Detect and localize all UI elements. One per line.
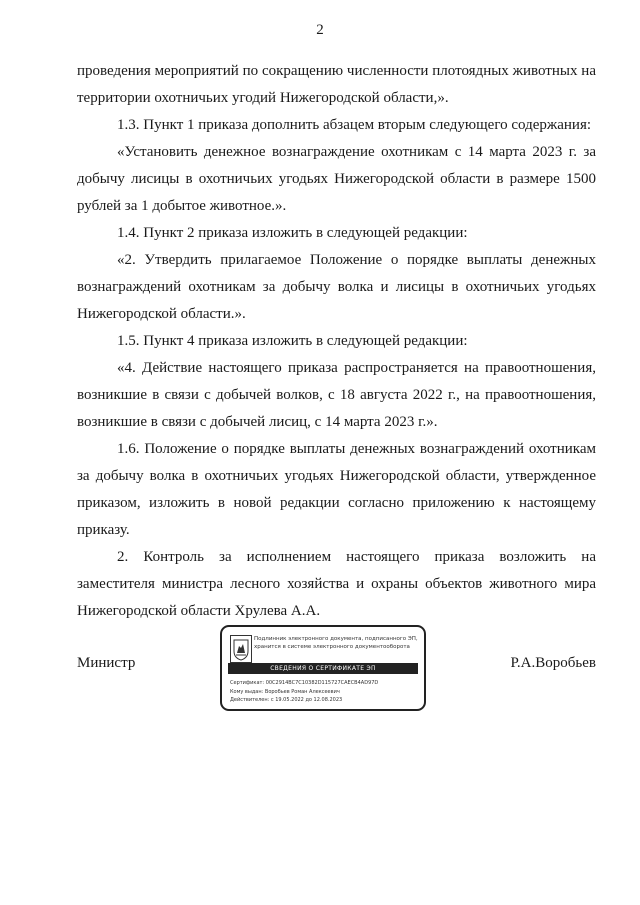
paragraph-1-5: 1.5. Пункт 4 приказа изложить в следующей редакции: [117, 333, 468, 349]
paragraph-1-3-quote: «Установить денежное вознаграждение охотникам с 14 марта 2023 г. за добычу лисицы в охотничьих угодьях Нижегородской области в размере 1500 рублей за 1 добытое животное.». [77, 144, 596, 214]
coat-of-arms-icon [230, 635, 252, 663]
paragraph-1-4: 1.4. Пункт 2 приказа изложить в следующей редакции: [117, 225, 468, 241]
paragraph-continuation: проведения мероприятий по сокращению численности плотоядных животных на территории охотничьих угодий Нижегородской области,». [77, 63, 596, 106]
stamp-header: СВЕДЕНИЯ О СЕРТИФИКАТЕ ЭП [228, 663, 418, 674]
paragraph-1-4-quote: «2. Утвердить прилагаемое Положение о порядке выплаты денежных вознаграждений охотникам за добычу волка и лисицы в охотничьих угодьях Нижегородской области.». [77, 252, 596, 322]
paragraph-1-3: 1.3. Пункт 1 приказа дополнить абзацем вторым следующего содержания: [117, 117, 592, 133]
document-body [77, 58, 596, 625]
paragraph-2: 2. Контроль за исполнением настоящего приказа возложить на заместителя министра лесного хозяйства и охраны объектов животного мира Нижегородской области Хрулева А.А. [77, 549, 596, 619]
certificate-number: Сертификат: 00C2914BC7C10382D115727CAECB4AD97D [230, 680, 379, 686]
stamp-notice: Подлинник электронного документа, подписанного ЭП, хранится в системе электронного документооборота [254, 636, 418, 650]
paragraph-1-6: 1.6. Положение о порядке выплаты денежных вознаграждений охотникам за добычу волка в охотничьих угодьях Нижегородской области, утвержденное приказом, изложить в новой редакции согласно приложению к настоящему приказу. [77, 441, 596, 538]
certificate-owner: Кому выдан: Воробьев Роман Алексеевич [230, 688, 340, 695]
paragraph-1-5-quote: «4. Действие настоящего приказа распространяется на правоотношения, возникшие в связи с добычей волков, с 18 августа 2022 г., на правоотношения, возникшие в связи с добычей лисиц, с 14 марта 2023 г.». [77, 360, 596, 430]
certificate-info [230, 679, 420, 705]
signer-title: Министр [77, 655, 136, 671]
electronic-signature-stamp [220, 625, 426, 711]
signer-name: Р.А.Воробьев [510, 655, 596, 671]
page-number: 2 [316, 22, 324, 38]
certificate-validity: Действителен: с 19.05.2022 до 12.08.2023 [230, 697, 343, 703]
